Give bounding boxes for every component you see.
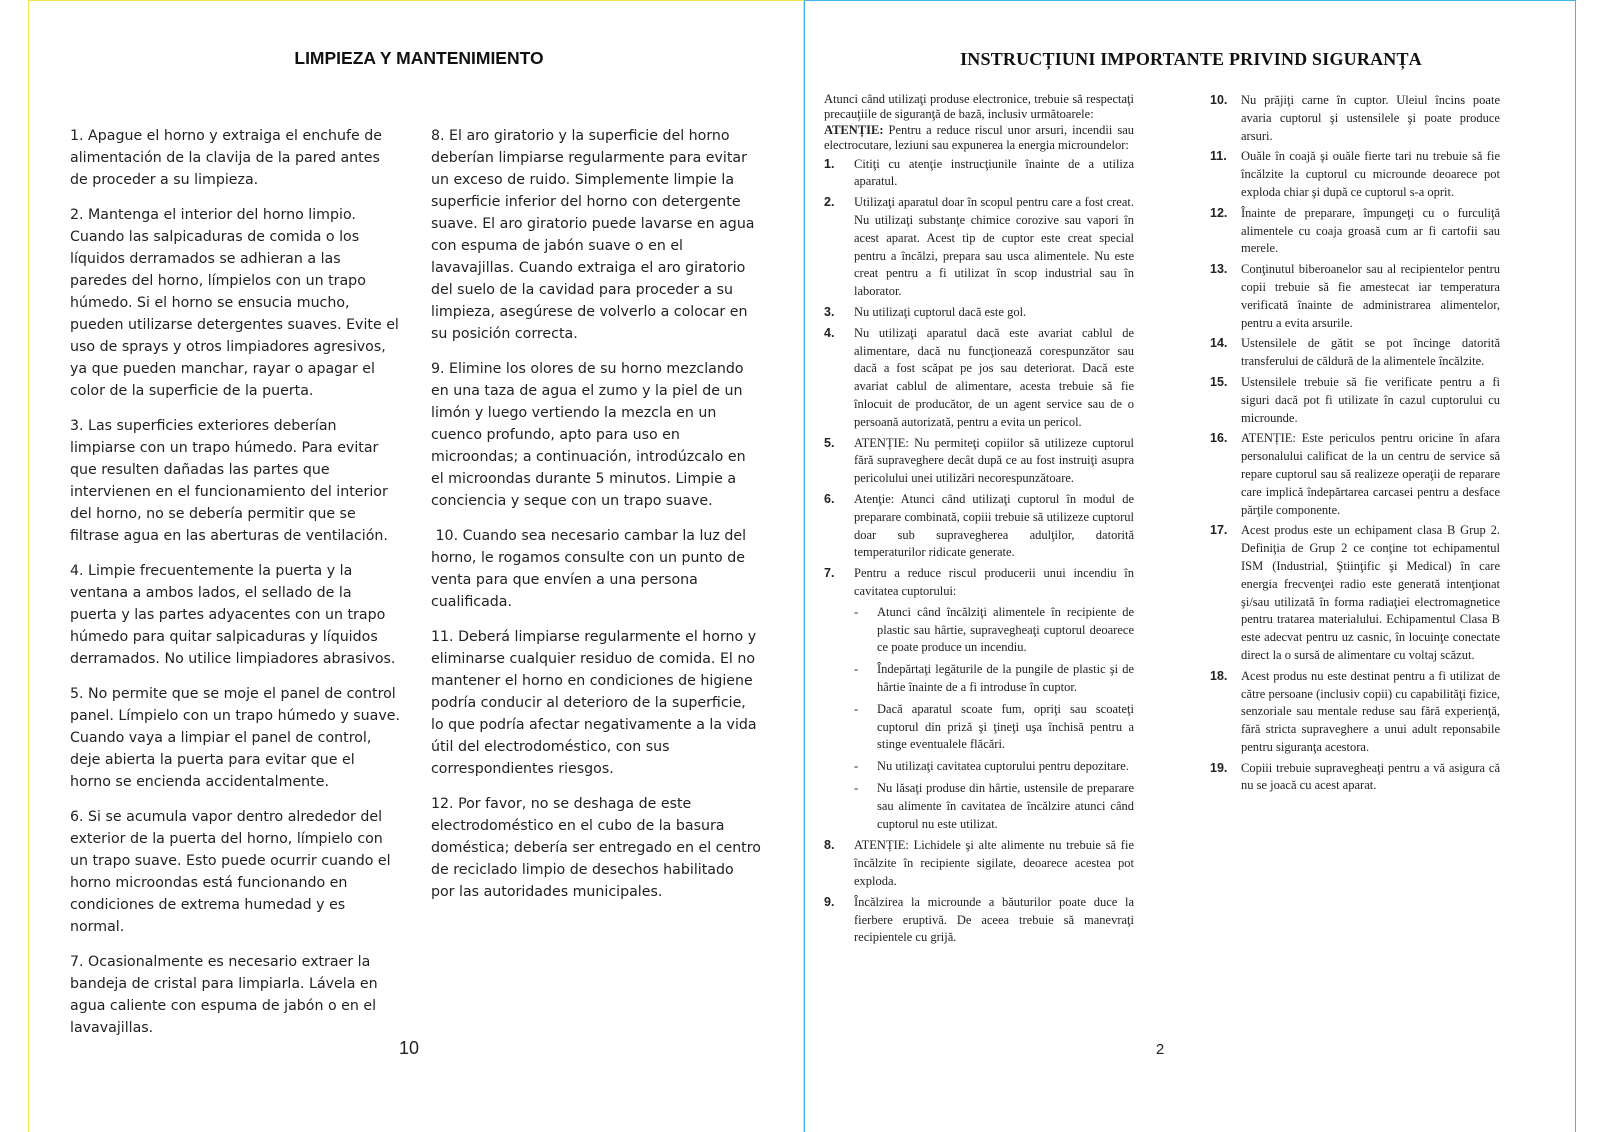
item-text: Ouăle în coajă şi ouăle fierte tari nu trebuie să fie încălzite la cuptorul cu microunde deoarece pot exploda chiar şi după ce cuptorul s-a oprit. [1241,149,1500,199]
item-text: Atenţie: Atunci când utilizaţi cuptorul în modul de preparare combinată, copiii trebuie să utilizeze cuptorul doar sub supravegherea adulţilor, datorită temperaturilor ridicate generate. [854,491,1134,560]
bullet-item [824,780,1134,833]
item-text: ATENȚIE: Nu permiteţi copiilor să utilizeze cuptorul fără supraveghere decât după ce au fost instruiţi asupra pericolului unei utilizări necorespunzătoare. [854,435,1134,486]
bullet-item [824,604,1134,657]
warning-body: Pentru a reduce riscul unor arsuri, incendii sau electrocutare, leziuni sau expunerea la energia microundelor: [824,122,1134,153]
item-text: Utilizaţi aparatul doar în scopul pentru care a fost creat. Nu utilizaţi substanţe chimice corozive sau vapori în acest aparat. Acest tip de cuptor este creat special pentru a încălzi, prepara sau usca alimentele. Nu este creat pentru a fi utilizat în scop industrial sau în laborator. [854,195,1134,299]
bullet-text: Nu utilizaţi cavitatea cuptorului pentru depozitare. [877,759,1129,774]
item-number: 12. [1210,205,1228,220]
item-text: Nu utilizaţi cuptorul dacă este gol. [854,305,1027,319]
item-text: ATENȚIE: Este periculos pentru oricine în afara personalului calificat de la un centru de service să repare cuptorul sau să realizeze operaţii de reparare care implică îndepărtarea carcasei pentru a desface părţile componente. [1241,431,1500,517]
text-column-2 [431,125,761,916]
item-text: Încălzirea la microunde a băuturilor poate duce la fierbere eruptivă. De aceea trebuie să manevraţi recipientele cu grijă. [854,894,1134,945]
page-title: LIMPIEZA Y MANTENIMIENTO [294,48,544,68]
bullet-item [824,758,1134,776]
item-number: 7. [824,566,835,581]
item-text: Citiţi cu atenţie instrucţiunile înainte de a utiliza aparatul. [854,156,1134,189]
item-number: 11. [1210,149,1227,164]
item-text: Conţinutul biberoanelor sau al recipientelor pentru copii trebuie să fie amestecat iar temperatura verificată înainte de administrarea alimentelor, pentru a evita arsurile. [1241,262,1500,330]
item-number: 17. [1210,523,1228,538]
list-item [1210,668,1500,757]
list-item [1210,335,1500,371]
item-text: Copiii trebuie supravegheaţi pentru a vă asigura că nu se joacă cu acest aparat. [1241,760,1500,793]
item-text: ATENȚIE: Lichidele şi alte alimente nu trebuie să fie încălzite în recipiente sigilate, deoarece acestea pot exploda. [854,838,1134,888]
dash-bullet-icon: - [854,662,859,677]
dash-bullet-icon: - [854,604,859,619]
list-item [824,565,1134,601]
list-item [1210,430,1500,519]
paragraph: 11. Deberá limpiarse regularmente el horno y eliminarse cualquier residuo de comida. El no mantener el horno en condiciones de higiene podría conducir al deterioro de la superficie, lo que podría afectar negativamente a la vida útil del electrodoméstico, con sus correspondientes riesgos. [431,629,757,777]
item-number: 3. [824,305,835,319]
list-item [1210,522,1500,664]
item-number: 10. [1210,93,1228,107]
dash-bullet-icon: - [854,780,859,795]
paragraph: 12. Por favor, no se deshaga de este electrodoméstico en el cubo de la basura doméstica; debería ser entregado en el centro de reciclado limpio de desechos habilitado por las autoridades municipales. [431,796,761,900]
page-left-spanish [28,0,804,1132]
text-column-1 [824,92,1134,950]
bullet-list [824,604,1134,834]
paragraph: 9. Elimine los olores de su horno mezclando en una taza de agua el zumo y la piel de un limón y luego vertiendo la mezcla en un cuenco profundo, apto para uso en microondas; a continuación, introdúzcalo en el microondas durante 5 minutos. Limpie a conciencia y seque con un trapo suave. [431,361,746,509]
text-column-1 [70,125,400,1052]
page-right-romanian [804,0,1576,1132]
warning-text [824,123,1134,154]
safety-list-1-end [824,837,1134,947]
list-item [824,435,1134,488]
item-text: Ustensilele de gătit se pot încinge datorită transferului de căldură de la alimentele încălzite. [1241,336,1500,369]
list-item [1210,374,1500,427]
item-number: 16. [1210,431,1228,446]
item-number: 9. [824,894,835,909]
list-item [824,837,1134,890]
item-number: 2. [824,195,835,210]
bullet-item [824,661,1134,697]
item-text: Pentru a reduce riscul producerii unui incendiu în cavitatea cuptorului: [854,566,1134,598]
bullet-text: Dacă aparatul scoate fum, opriţi sau scoateţi cuptorul din priză şi ţineţi uşa închisă pentru a stinge eventualele flăcări. [877,701,1134,752]
paragraph: 6. Si se acumula vapor dentro alrededor del exterior de la puerta del horno, límpielo con un trapo suave. Esto puede ocurrir cuando el horno microondas está funcionando en condiciones de extrema humedad y es normal. [70,809,391,935]
list-item [824,304,1134,322]
paragraph: 2. Mantenga el interior del horno limpio. Cuando las salpicaduras de comida o los líquidos derramados se adhieran a las paredes del horno, límpielos con un trapo húmedo. Si el horno se ensucia mucho, pueden utilizarse detergentes suaves. Evite el uso de sprays y otros limpiadores agresivos, ya que pueden manchar, rayar o apagar el color de la superficie de la puerta. [70,207,399,399]
item-text: Nu prăjiţi carne în cuptor. Uleiul încins poate avaria cuptorul şi ustensilele şi poate produce arsuri. [1241,93,1500,143]
paragraph: 8. El aro giratorio y la superficie del horno deberían limpiarse regularmente para evitar un exceso de ruido. Simplemente limpie la superficie inferior del horno con detergente suave. El aro giratorio puede lavarse en agua con espuma de jabón suave o en el lavavajillas. Cuando extraiga el aro giratorio del suelo de la cavidad para proceder a su limpieza, asegúrese de volverlo a colocar en su posición correcta. [431,128,755,342]
dash-bullet-icon: - [854,759,859,774]
list-item [824,194,1134,301]
item-text: Nu utilizaţi aparatul dacă este avariat cablul de alimentare, dacă nu funcţionează corespunzător sau dacă a fost scăpat pe jos sau deteriorat. Dacă este avariat cablul de alimentare, acesta trebuie să fie înlocuit de producător, de un agent service sau de o persoană autorizată, pentru a evita un pericol. [854,325,1134,429]
list-item [824,156,1134,192]
warning-label: ATENȚIE: [824,122,884,137]
item-number: 18. [1210,668,1228,683]
list-item [1210,760,1500,796]
item-number: 14. [1210,336,1228,351]
item-text: Acest produs este un echipament clasa B Grup 2. Definiţia de Grup 2 ce conţine tot echipamentul ISM (Industrial, Ştiinţific şi Medical) în care energia frecvenţei radio este generată intenţionat şi/sau utilizată în forma radiaţiei electromagnetice pentru tratarea materialului. Echipamentul Clasa B este adecvat pentru uz casnic, în locuinţe conectate direct la o sursă de alimentare cu voltaj scăzut. [1241,523,1500,662]
item-number: 19. [1210,760,1228,775]
bullet-text: Atunci când încălziţi alimentele în recipiente de plastic sau hârtie, supravegheaţi cuptorul deoarece ce poate produce un incendiu. [877,604,1134,655]
page-number: 10 [398,1038,420,1058]
list-item [824,894,1134,947]
list-item [1210,261,1500,332]
paragraph: 1. Apague el horno y extraiga el enchufe de alimentación de la clavija de la pared antes de proceder a su limpieza. [70,128,382,188]
bullet-item [824,701,1134,754]
bullet-text: Îndepărtaţi legăturile de la pungile de plastic şi de hârtie înainte de a fi introduse în cuptor. [877,662,1134,694]
item-number: 1. [824,156,835,171]
intro-text: Atunci când utilizaţi produse electronice, trebuie să respectaţi precauţiile de siguranţă de bază, inclusiv următoarele: [824,92,1134,122]
list-item [1210,148,1500,201]
item-number: 13. [1210,262,1228,277]
paragraph: 5. No permite que se moje el panel de control panel. Límpielo con un trapo húmedo y suave. Cuando vaya a limpiar el panel de control, deje abierta la puerta para evitar que el horno se encienda accidentalmente. [70,686,400,790]
page-number: 2 [1155,1041,1165,1058]
bullet-text: Nu lăsaţi produse din hârtie, ustensile de preparare sau alimente în cavitatea de încălzire atunci când cuptorul nu este utilizat. [877,780,1134,831]
text-column-2 [1210,92,1500,798]
item-text: Acest produs nu este destinat pentru a fi utilizat de către persoane (inclusiv copii) cu capabilităţi fizice, senzoriale sau mentale reduse sau fără experienţă, fără stricta supraveghere a unui adult reponsabile pentru siguranţa acestora. [1241,668,1500,754]
item-number: 8. [824,838,835,853]
item-text: Ustensilele trebuie să fie verificate pentru a fi siguri dacă pot fi utilizate în cazul cuptorului cu microunde. [1241,374,1500,425]
paragraph: 10. Cuando sea necesario cambar la luz del horno, le rogamos consulte con un punto de venta para que envíen a una persona cualificada. [431,528,751,610]
safety-list-1 [824,156,1134,601]
paragraph: 4. Limpie frecuentemente la puerta y la ventana a ambos lados, el sellado de la puerta y las partes adyacentes con un trapo húmedo para quitar salpicaduras y líquidos derramados. No utilice limpiadores abrasivos. [70,563,396,667]
list-item [1210,205,1500,258]
page-title: INSTRUCȚIUNI IMPORTANTE PRIVIND SIGURANȚA [960,49,1422,69]
list-item [1210,92,1500,145]
item-number: 15. [1210,374,1228,389]
dash-bullet-icon: - [854,701,859,716]
safety-list-2 [1210,92,1500,795]
item-number: 6. [824,491,835,506]
item-number: 5. [824,435,835,450]
item-text: Înainte de preparare, împungeţi cu o furculiţă alimentele cu coaja groasă cum ar fi cartofii sau merele. [1241,205,1500,256]
paragraph: 3. Las superficies exteriores deberían limpiarse con un trapo húmedo. Para evitar que resulten dañadas las partes que intervienen en el funcionamiento del interior del horno, no se debería permitir que se filtrase agua en las aberturas de ventilación. [70,418,388,544]
item-number: 4. [824,325,835,340]
list-item [824,325,1134,432]
list-item [824,491,1134,562]
paragraph: 7. Ocasionalmente es necesario extraer la bandeja de cristal para limpiarla. Lávela en agua caliente con espuma de jabón o en el lavavajillas. [70,954,378,1036]
